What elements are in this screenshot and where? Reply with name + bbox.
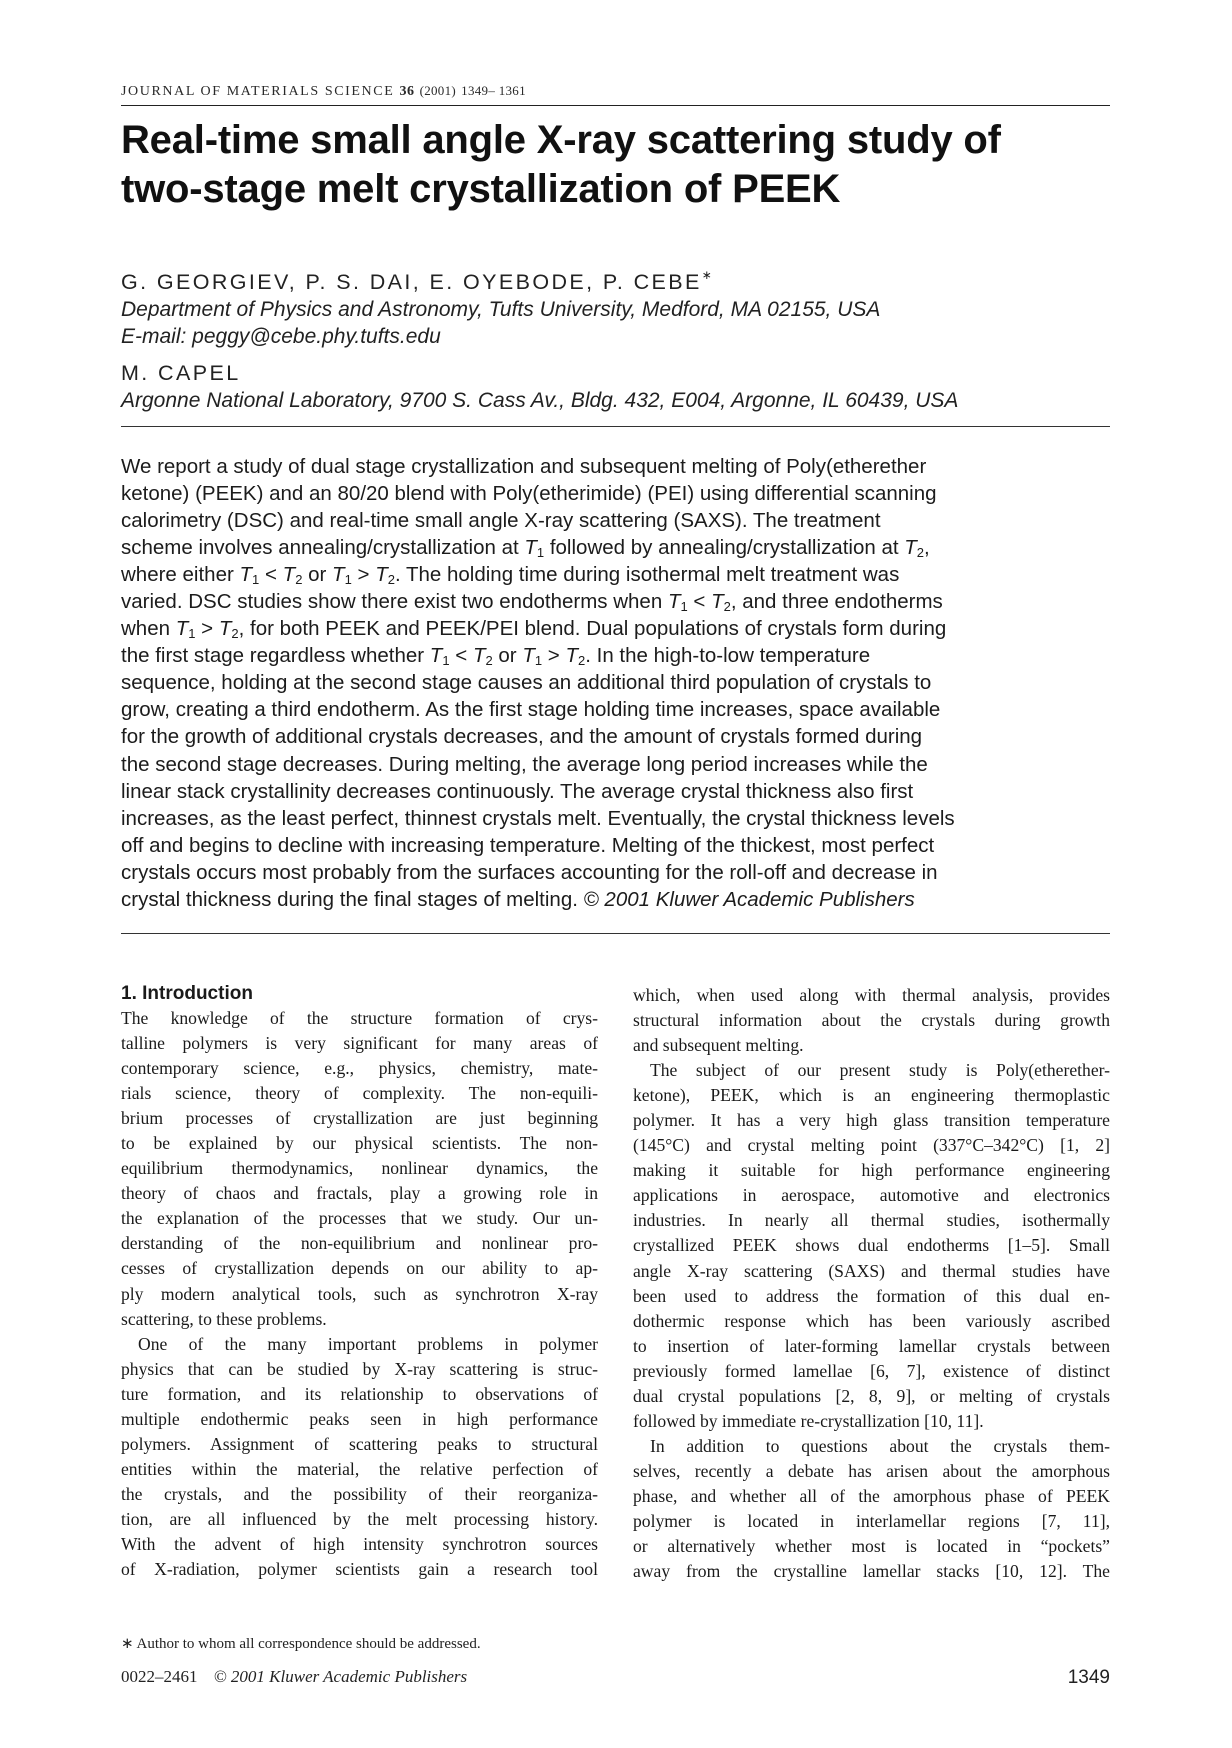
body-line: applications in aerospace, automotive and electronics xyxy=(633,1185,1110,1206)
abstract-line: grow, creating a third endotherm. As the first stage holding time increases, space available xyxy=(121,698,941,722)
abstract-line: calorimetry (DSC) and real-time small angle X-ray scattering (SAXS). The treatment xyxy=(121,509,881,533)
body-line: derstanding of the non-equilibrium and nonlinear pro- xyxy=(121,1233,598,1254)
corresponding-author-mark: ∗ xyxy=(701,268,712,282)
body-column-left xyxy=(121,983,598,1582)
abstract-line: varied. DSC studies show there exist two endotherms when $T_1 < T_2$, and three endotherms xyxy=(121,590,943,615)
abstract-top-rule xyxy=(121,426,1110,427)
body-line: which, when used along with thermal analysis, provides xyxy=(633,985,1110,1005)
body-line: scattering, to these problems. xyxy=(121,1308,327,1329)
copyright-notice: © 2001 Kluwer Academic Publishers xyxy=(583,887,915,911)
body-line: ture formation, and its relationship to observations of xyxy=(121,1383,598,1404)
abstract-bottom-rule xyxy=(121,933,1110,934)
body-line: theory of chaos and fractals, play a growing role in xyxy=(121,1183,598,1204)
author-list-1 xyxy=(121,263,1111,296)
body-line: ply modern analytical tools, such as synchrotron X-ray xyxy=(121,1283,598,1304)
body-line: The subject of our present study is Poly(etherether- xyxy=(650,1060,1110,1081)
page-number: 1349 xyxy=(1067,1667,1110,1688)
body-line: the explanation of the processes that we study. Our un- xyxy=(121,1208,598,1229)
abstract-line: the first stage regardless whether $T_1 < T_2$ or $T_1 > T_2$. In the high-to-low temperature xyxy=(121,644,871,669)
paper-title xyxy=(121,116,1111,214)
body-line: away from the crystalline lamellar stacks [10, 12]. The xyxy=(633,1561,1110,1582)
abstract-line: the second stage decreases. During melting, the average long period increases while the xyxy=(121,752,928,776)
author-email: E-mail: peggy@cebe.phy.tufts.edu xyxy=(121,325,441,349)
body-line: The knowledge of the structure formation of crys- xyxy=(121,1008,598,1028)
footnote: ∗ Author to whom all correspondence should be addressed. xyxy=(121,1636,481,1652)
body-line: followed by immediate re-crystallization [10, 11]. xyxy=(633,1410,984,1431)
body-line: polymers. Assignment of scattering peaks to structural xyxy=(121,1433,598,1454)
body-line: brium processes of crystallization are just beginning xyxy=(121,1108,598,1129)
abstract-line: crystal thickness during the final stages of melting. © 2001 Kluwer Academic Publishers xyxy=(121,887,915,911)
abstract-line: linear stack crystallinity decreases continuously. The average crystal thickness also first xyxy=(121,779,914,803)
body-line: rials science, theory of complexity. The non-equili- xyxy=(121,1083,598,1104)
body-line: cesses of crystallization depends on our ability to ap- xyxy=(121,1258,598,1279)
abstract-line: when $T_1 > T_2$, for both PEEK and PEEK/PEI blend. Dual populations of crystals form during xyxy=(121,617,947,642)
author-names: G. GEORGIEV, P. S. DAI, E. OYEBODE, P. CEBE xyxy=(121,270,702,295)
journal-year: (2001) xyxy=(419,83,457,98)
body-line: One of the many important problems in polymer xyxy=(138,1333,598,1354)
abstract-line: crystals occurs most probably from the surfaces accounting for the roll-off and decrease in xyxy=(121,860,938,884)
affiliation-2: Argonne National Laboratory, 9700 S. Cass Av., Bldg. 432, E004, Argonne, IL 60439, USA xyxy=(121,389,959,413)
body-line: contemporary science, e.g., physics, chemistry, mate- xyxy=(121,1058,598,1079)
issn: 0022–2461 xyxy=(121,1667,198,1686)
body-line: With the advent of high intensity synchrotron sources xyxy=(121,1533,598,1554)
footer-publisher: © 2001 Kluwer Academic Publishers xyxy=(213,1667,468,1686)
body-line: tion, are all influenced by the melt processing history. xyxy=(121,1508,598,1529)
abstract-line: ketone) (PEEK) and an 80/20 blend with Poly(etherimide) (PEI) using differential scanning xyxy=(121,482,937,506)
page-footer xyxy=(121,1667,1110,1687)
title-line: Real-time small angle X-ray scattering study of xyxy=(121,118,1001,162)
body-line: and subsequent melting. xyxy=(633,1035,804,1056)
body-line: previously formed lamellae [6, 7], existence of distinct xyxy=(633,1360,1110,1381)
body-line: dothermic response which has been variously ascribed xyxy=(633,1310,1110,1331)
author-list-2: M. CAPEL xyxy=(121,361,241,386)
abstract-line: where either $T_1 < T_2$ or $T_1 > T_2$. The holding time during isothermal melt treatment was xyxy=(121,563,900,588)
body-line: In addition to questions about the crystals them- xyxy=(650,1435,1110,1456)
body-line: crystallized PEEK shows dual endotherms [1–5]. Small xyxy=(633,1235,1110,1256)
body-line: talline polymers is very significant for many areas of xyxy=(121,1033,598,1054)
body-line: selves, recently a debate has arisen about the amorphous xyxy=(633,1460,1110,1481)
body-line: the crystals, and the possibility of their reorganiza- xyxy=(121,1483,598,1504)
journal-running-header xyxy=(121,83,1110,106)
abstract xyxy=(121,453,1111,913)
affiliation-1: Department of Physics and Astronomy, Tufts University, Medford, MA 02155, USA xyxy=(121,298,881,322)
body-line: or alternatively whether most is located in “pockets” xyxy=(633,1536,1110,1557)
abstract-line: We report a study of dual stage crystallization and subsequent melting of Poly(etherether xyxy=(121,455,927,478)
body-line: equilibrium thermodynamics, nonlinear dynamics, the xyxy=(121,1158,598,1179)
title-line: two-stage melt crystallization of PEEK xyxy=(121,167,841,211)
abstract-line: sequence, holding at the second stage causes an additional third population of crystals to xyxy=(121,671,932,695)
abstract-line: increases, as the least perfect, thinnest crystals melt. Eventually, the crystal thickness levels xyxy=(121,806,955,830)
body-line: polymer. It has a very high glass transition temperature xyxy=(633,1110,1110,1131)
journal-volume: 36 xyxy=(399,84,415,99)
body-line: (145°C) and crystal melting point (337°C–342°C) [1, 2] xyxy=(633,1135,1110,1156)
body-line: angle X-ray scattering (SAXS) and thermal studies have xyxy=(633,1260,1110,1281)
abstract-line: scheme involves annealing/crystallization at $T_1$ followed by annealing/crystallization at $T_2$, xyxy=(121,536,930,561)
authors-block xyxy=(121,263,1111,414)
body-line: physics that can be studied by X-ray scattering is struc- xyxy=(121,1358,598,1379)
journal-pages: 1349– 1361 xyxy=(461,83,526,98)
body-line: of X-radiation, polymer scientists gain a research tool xyxy=(121,1559,598,1580)
abstract-line: off and begins to decline with increasing temperature. Melting of the thickest, most perfect xyxy=(121,833,935,857)
body-column-right xyxy=(633,983,1110,1584)
body-line: industries. In nearly all thermal studies, isothermally xyxy=(633,1210,1110,1231)
body-line: to insertion of later-forming lamellar crystals between xyxy=(633,1335,1110,1356)
body-line: been used to address the formation of this dual en- xyxy=(633,1285,1110,1306)
body-line: entities within the material, the relative perfection of xyxy=(121,1458,598,1479)
journal-name: JOURNAL OF MATERIALS SCIENCE xyxy=(121,84,395,99)
section-heading: 1. Introduction xyxy=(121,983,253,1004)
body-line: structural information about the crystals during growth xyxy=(633,1010,1110,1031)
body-line: ketone), PEEK, which is an engineering thermoplastic xyxy=(633,1085,1110,1106)
body-line: dual crystal populations [2, 8, 9], or melting of crystals xyxy=(633,1385,1110,1406)
body-line: multiple endothermic peaks seen in high performance xyxy=(121,1408,598,1429)
body-line: making it suitable for high performance engineering xyxy=(633,1160,1110,1181)
body-line: phase, and whether all of the amorphous phase of PEEK xyxy=(633,1485,1110,1506)
abstract-line: for the growth of additional crystals decreases, and the amount of crystals formed during xyxy=(121,725,923,749)
body-line: to be explained by our physical scientists. The non- xyxy=(121,1133,598,1154)
body-line: polymer is located in interlamellar regions [7, 11], xyxy=(633,1510,1110,1531)
